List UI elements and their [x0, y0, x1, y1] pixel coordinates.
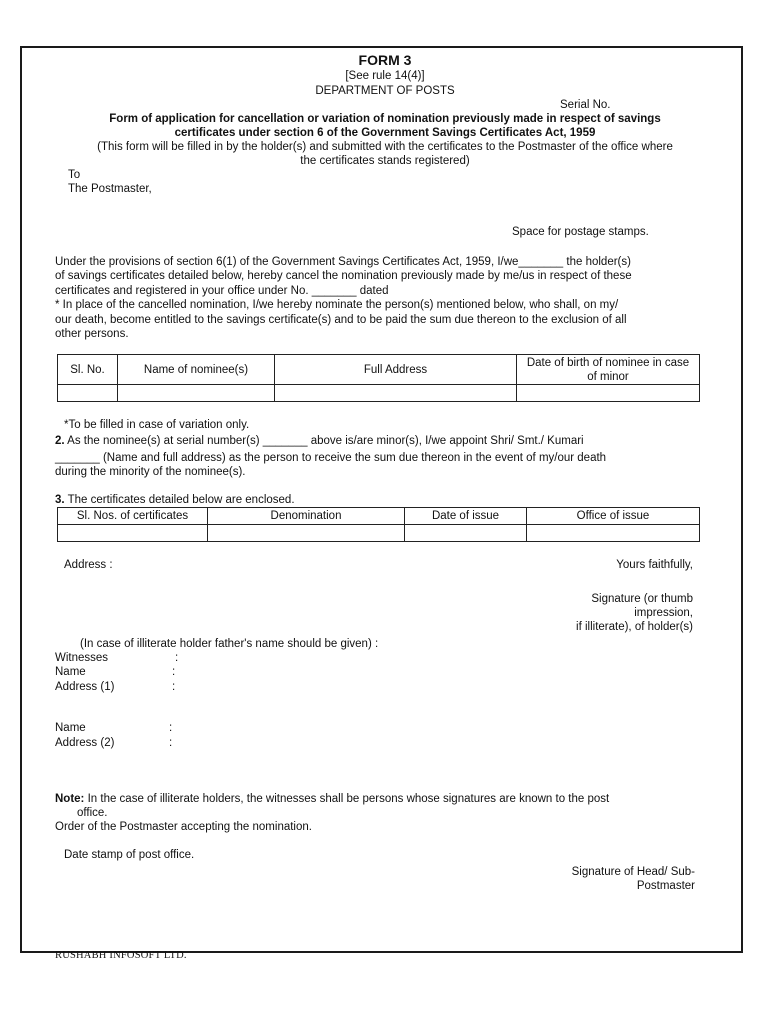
table-cell[interactable]	[405, 525, 527, 542]
head-postmaster-signature-line2: Postmaster	[636, 880, 695, 892]
header-denomination: Denomination	[208, 508, 405, 525]
to-label: To	[68, 169, 81, 181]
form-heading-line1: Form of application for cancellation or variation of nomination previously made in respect of savings	[109, 113, 661, 125]
item3-number: 3.	[55, 494, 65, 506]
note-label: Note:	[55, 793, 85, 805]
para2-line3: other persons.	[55, 328, 129, 340]
header-nominee-name: Name of nominee(s)	[118, 355, 275, 385]
note-line2: office.	[77, 807, 108, 819]
form-heading-line2: certificates under section 6 of the Government Savings Certificates Act, 1959	[174, 127, 596, 139]
para2-line1: * In place of the cancelled nomination, I/we hereby nominate the person(s) mentioned below, who shall, on my/	[55, 299, 619, 311]
table-cell[interactable]	[58, 525, 208, 542]
table-cell[interactable]	[118, 385, 275, 402]
header-full-address: Full Address	[275, 355, 517, 385]
witness1-address-colon: :	[172, 681, 176, 693]
illiterate-holder-note: (In case of illiterate holder father's name should be given) :	[80, 638, 379, 650]
certificate-table-header	[58, 508, 700, 525]
department-name: DEPARTMENT OF POSTS	[315, 85, 455, 97]
form-title: FORM 3	[358, 52, 412, 68]
serial-number-label: Serial No.	[560, 99, 611, 111]
date-stamp-label: Date stamp of post office.	[64, 849, 195, 861]
postage-stamp-space: Space for postage stamps.	[512, 226, 649, 238]
holder-signature-line3: if illiterate), of holder(s)	[576, 621, 693, 633]
table-cell[interactable]	[58, 385, 118, 402]
head-postmaster-signature-line1: Signature of Head/ Sub-	[571, 866, 695, 878]
witness2-address-colon: :	[169, 737, 173, 749]
item2-number: 2.	[55, 435, 65, 447]
witness1-address-label: Address (1)	[55, 681, 115, 693]
item2-line1	[55, 434, 584, 448]
header-sl-no: Sl. No.	[58, 355, 118, 385]
para2-line2: our death, become entitled to the savings certificate(s) and to be paid the sum due thereon to the exclusion of all	[55, 314, 627, 326]
nominee-table	[57, 354, 700, 402]
item3-line	[55, 493, 295, 507]
publisher-footer: RUSHABH INFOSOFT LTD.	[55, 950, 187, 961]
instruction-line2: the certificates stands registered)	[300, 155, 470, 167]
item2-text: As the nominee(s) at serial number(s) _______ above is/are minor(s), I/we appoint Shri/ Smt./ Kumari	[64, 435, 584, 447]
holder-signature-line1: Signature (or thumb	[591, 593, 693, 605]
address-label: Address :	[64, 559, 113, 571]
table-cell[interactable]	[275, 385, 517, 402]
nominee-table-header	[58, 355, 700, 385]
para1-line3: certificates and registered in your office under No. _______ dated	[55, 285, 389, 297]
note-line1	[55, 792, 609, 806]
variation-note: *To be filled in case of variation only.	[64, 419, 250, 431]
holder-signature-line2: impression,	[634, 607, 693, 619]
postmaster-label: The Postmaster,	[68, 183, 152, 195]
header-date-of-issue: Date of issue	[405, 508, 527, 525]
yours-faithfully: Yours faithfully,	[616, 559, 693, 571]
witness2-address-label: Address (2)	[55, 737, 115, 749]
table-cell[interactable]	[208, 525, 405, 542]
rule-reference: [See rule 14(4)]	[345, 70, 425, 82]
certificate-table-row	[58, 525, 700, 542]
witness2-name-label: Name	[55, 722, 86, 734]
note-text: In the case of illiterate holders, the witnesses shall be persons whose signatures are known to the post	[84, 793, 610, 805]
postmaster-order: Order of the Postmaster accepting the nomination.	[55, 821, 312, 833]
header-date-of-birth: Date of birth of nominee in case of minor	[517, 355, 700, 385]
nominee-table-row	[58, 385, 700, 402]
para1-line1: Under the provisions of section 6(1) of the Government Savings Certificates Act, 1959, I/we_______ the holder(s)	[55, 256, 631, 268]
item3-text: The certificates detailed below are enclosed.	[64, 494, 295, 506]
table-cell[interactable]	[517, 385, 700, 402]
table-cell[interactable]	[527, 525, 700, 542]
certificate-table	[57, 507, 700, 542]
witnesses-colon: :	[175, 652, 179, 664]
witness1-name-label: Name	[55, 666, 86, 678]
item2-line2: _______ (Name and full address) as the person to receive the sum due thereon in the event of my/our death	[55, 452, 607, 464]
para1-line2: of savings certificates detailed below, hereby cancel the nomination previously made by me/us in respect of these	[55, 270, 632, 282]
witnesses-label: Witnesses	[55, 652, 109, 664]
header-office-of-issue: Office of issue	[527, 508, 700, 525]
header-certificate-numbers: Sl. Nos. of certificates	[58, 508, 208, 525]
witness1-name-colon: :	[172, 666, 176, 678]
witness2-name-colon: :	[169, 722, 173, 734]
instruction-line1: (This form will be filled in by the holder(s) and submitted with the certificates to the Postmaster of the office where	[97, 141, 673, 153]
item2-line3: during the minority of the nominee(s).	[55, 466, 246, 478]
